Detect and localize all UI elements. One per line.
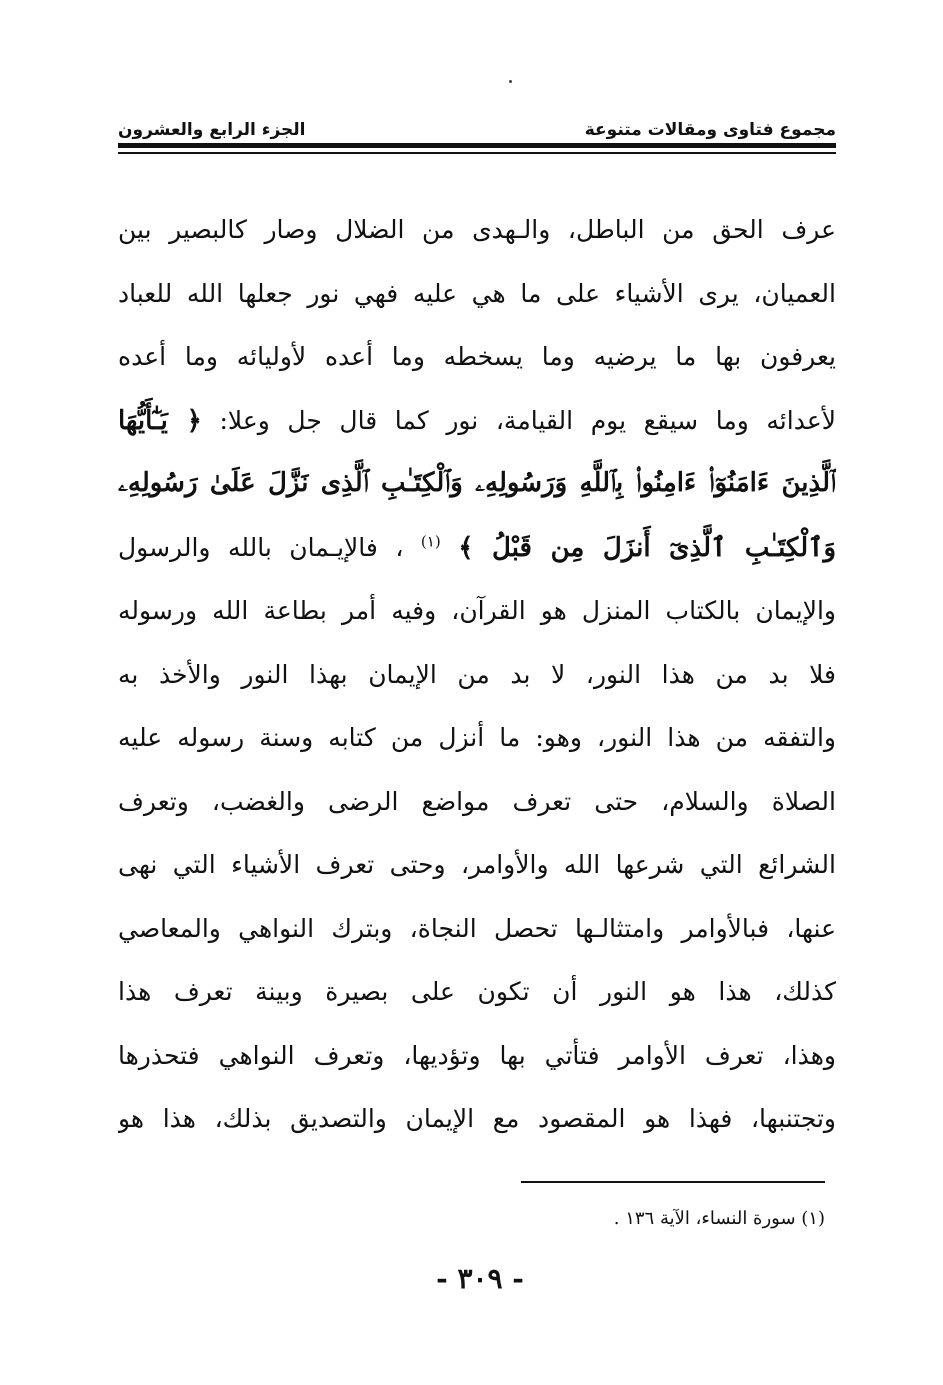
text-line-12: عنها، فبالأوامر وامتثالـها تحصل النجاة، وبترك النواهي والمعاصي [118, 913, 836, 943]
header-book-title: مجموع فتاوى ومقالات متنوعة [584, 120, 836, 140]
page-number: - ٣٠٩ - [436, 1262, 524, 1295]
text-line-9: والتفقه من هذا النور، وهو: ما أنزل من كتابه وسنة رسوله عليه [118, 723, 836, 752]
text-line-14: وهذا، تعرف الأوامر فتأتي بها وتؤديها، وتعرف النواهي فتحذرها [118, 1040, 836, 1070]
scan-dot [509, 80, 512, 83]
body-text [118, 198, 836, 1151]
header-rule-thick [118, 143, 836, 148]
footnote-separator [521, 1181, 825, 1183]
text-line-8: فلا بد من هذا النور، لا بد من الإيمان بهذا النور والأخذ به [118, 659, 836, 689]
text-line-11: الشرائع التي شرعها الله والأوامر، وحتى تعرف الأشياء التي نهى [118, 850, 836, 879]
text-line-2: العميان، يرى الأشياء على ما هي عليه فهي نور جعلها الله للعباد [118, 278, 836, 308]
text-line-7: والإيمان بالكتاب المنزل هو القرآن، وفيه أمر بطاعة الله ورسوله [118, 596, 836, 625]
text-line-1: عرف الحق من الباطل، والـهدى من الضلال وصار كالبصير بين [118, 215, 836, 244]
text-line-6-tail: ، فالإيـمان بالله والرسول [118, 532, 404, 562]
text-line-4-prose: لأعدائه وما سيقع يوم القيامة، نور كما قال جل وعلا: [219, 405, 836, 435]
quran-verse-line-1: ٱلَّذِينَ ءَامَنُوٓا۟ ءَامِنُوا۟ بِٱللَّهِ وَرَسُولِهِۦ وَٱلْكِتَـٰبِ ٱلَّذِى نَزَّلَ عَلَىٰ رَسُولِهِۦ [118, 468, 836, 498]
text-line-15: وتجتنبها، فهذا هو المقصود مع الإيمان والتصديق بذلك، هذا هو [118, 1104, 836, 1133]
header-volume-title: الجزء الرابع والعشرون [118, 120, 306, 140]
verse-opening: ﴿ يَـٰٓأَيُّهَا [118, 405, 202, 436]
running-header [118, 108, 836, 140]
text-line-3: يعرفون بها ما يرضيه وما يسخطه وما أعده لأوليائه وما أعده [118, 342, 836, 371]
quran-verse-line-2: وَٱلْكِتَـٰبِ ٱلَّذِىٓ أَنزَلَ مِن قَبْلُ ﴾ [458, 532, 836, 563]
footnote-reference: (١) [420, 532, 441, 551]
header-rule-thin [118, 152, 836, 154]
text-line-6 [118, 516, 836, 580]
text-line-4 [118, 389, 836, 453]
footnote: (١) سورة النساء، الآية ١٣٦ . [613, 1208, 825, 1229]
text-line-10: الصلاة والسلام، حتى تعرف مواضع الرضى والغضب، وتعرف [118, 786, 836, 816]
text-line-13: كذلك، هذا هو النور أن تكون على بصيرة وبينة تعرف هذا [118, 977, 836, 1006]
